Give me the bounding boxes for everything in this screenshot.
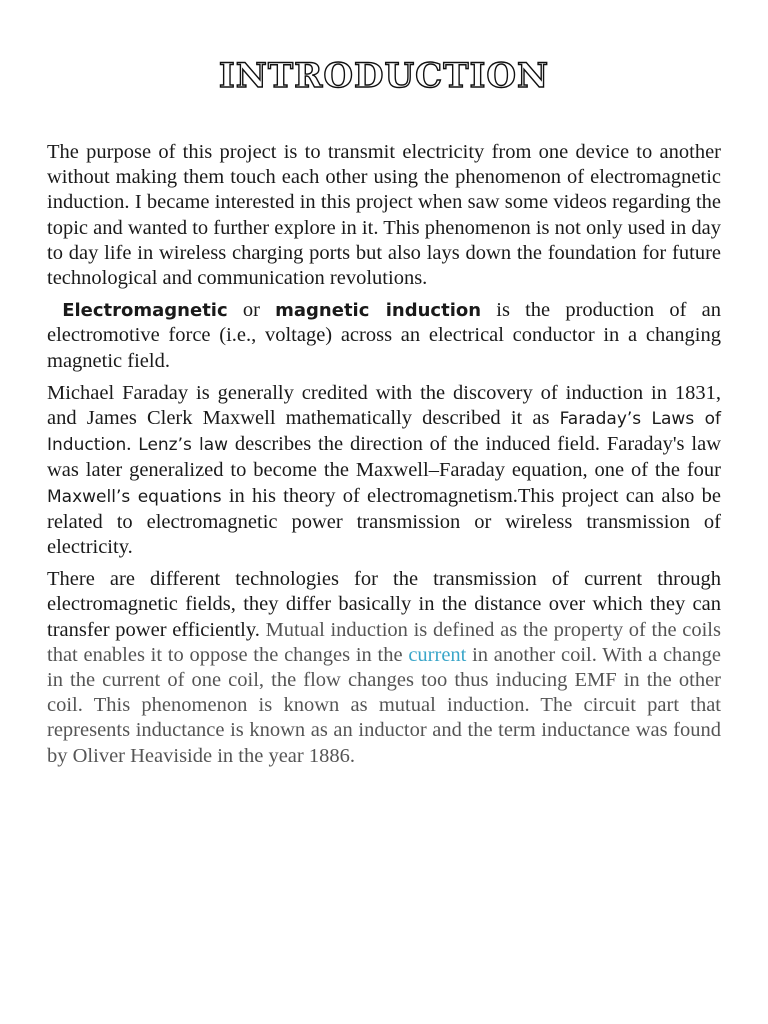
page-title: INTRODUCTION	[218, 56, 550, 96]
mutual-induction-text: Mutual induction is defined as the property of the coils that enables it to oppose the changes in the	[47, 618, 721, 666]
text-or: or	[227, 299, 276, 322]
history-text-1: Michael Faraday is generally credited with the discovery of induction in 1831, and James Clerk Maxwell mathematically described it as	[47, 381, 721, 430]
faradays-laws-link: Faraday’s Laws of Induction	[47, 409, 721, 456]
term-electromagnetic: Electromagnetic	[62, 300, 228, 322]
paragraph-definition	[47, 298, 721, 374]
technologies-text-1: There are different technologies for the transmission of current through electromagnetic fields, they differ basically in the distance over which they can transfer power efficiently.	[47, 568, 721, 641]
paragraph-purpose: The purpose of this project is to transmit electricity from one device to another without making them touch each other using the phenomenon of electromagnetic induction. I became interested in this project when saw some videos regarding the topic and wanted to further explore in it. This phenomenon is not only used in day to day life in wireless charging ports but also lays down the foundation for future technological and communication revolutions.	[47, 141, 721, 290]
lenz-law-link: Lenz’s law	[138, 435, 229, 456]
history-text-2: .	[126, 433, 139, 456]
history-text-4: in his theory of electromagnetism.This project can also be related to electromagnetic power transmission or wireless transmission of electricity.	[47, 484, 722, 559]
paragraph-technologies	[47, 567, 721, 769]
paragraph-history	[47, 381, 721, 560]
current-link[interactable]: current	[408, 643, 467, 666]
body-text	[47, 140, 721, 776]
mutual-induction-text-2: in another coil. With a change in the current of one coil, the flow changes too thus inducing EMF in the other coil. This phenomenon is known as mutual induction. The circuit part that represents inductance is known as an inductor and the term inductance was found by Oliver Heaviside in the year 1886.	[47, 643, 721, 767]
term-magnetic-induction: magnetic induction	[275, 300, 482, 322]
maxwell-equations-link: Maxwell’s equations	[47, 486, 222, 507]
definition-text: is the production of an electromotive force (i.e., voltage) across an electrical conductor in a changing magnetic field.	[47, 299, 721, 372]
history-text-3: describes the direction of the induced field. Faraday's law was later generalized to become the Maxwell–Faraday equation, one of the four	[47, 433, 722, 482]
